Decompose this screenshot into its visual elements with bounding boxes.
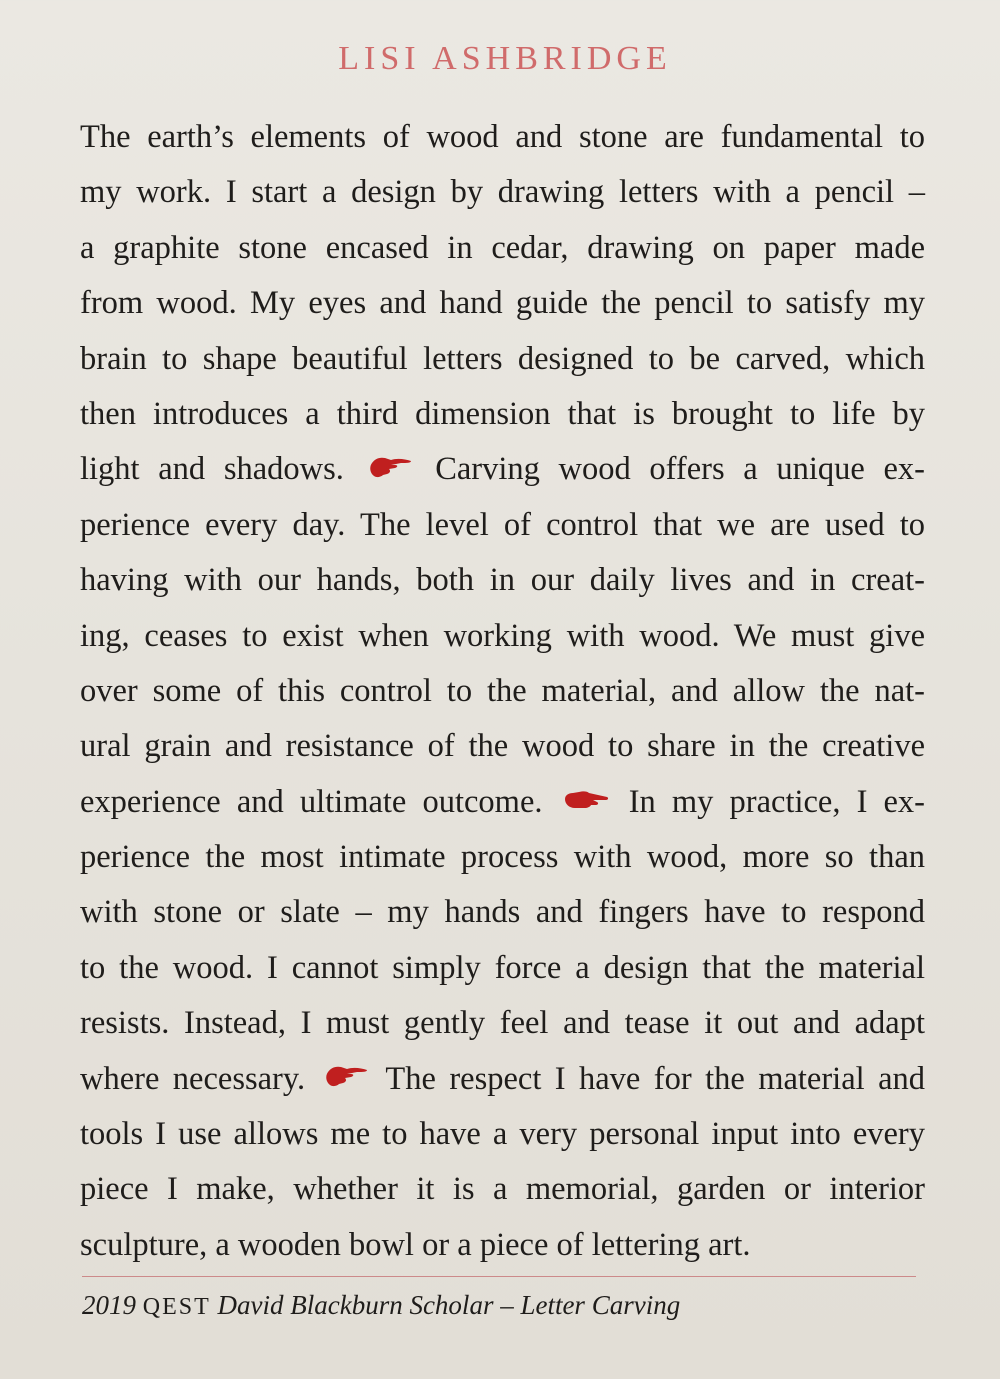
text-line: tools I use allows me to have a very personal input into every bbox=[80, 1116, 925, 1153]
footer-title: David Blackburn Scholar – Letter Carving bbox=[217, 1290, 681, 1320]
text-line: my work. I start a design by drawing letters with a pencil – bbox=[80, 174, 925, 211]
text-line: ural grain and resistance of the wood to share in the creative bbox=[80, 728, 925, 765]
text-line: having with our hands, both in our daily lives and in creat- bbox=[80, 562, 925, 599]
text-line: a graphite stone encased in cedar, drawing on paper made bbox=[80, 229, 925, 266]
footer-credit bbox=[82, 1290, 680, 1321]
text-segment: In my practice, I ex- bbox=[628, 783, 926, 820]
pointing-hand-icon bbox=[563, 787, 609, 813]
text-line: from wood. My eyes and hand guide the pencil to satisfy my bbox=[80, 285, 925, 322]
text-line: then introduces a third dimension that is brought to life by bbox=[80, 395, 925, 432]
text-line: resists. Instead, I must gently feel and tease it out and adapt bbox=[80, 1005, 925, 1042]
text-segment: where necessary. bbox=[80, 1060, 306, 1097]
footer-year: 2019 bbox=[82, 1290, 136, 1320]
pointing-hand-icon bbox=[323, 1064, 369, 1090]
text-segment: The respect I have for the material and bbox=[385, 1060, 925, 1097]
text-line: to the wood. I cannot simply force a design that the material bbox=[80, 949, 925, 986]
pointing-hand-icon bbox=[367, 455, 413, 481]
text-line: with stone or slate – my hands and fingers have to respond bbox=[80, 894, 925, 931]
text-line: piece I make, whether it is a memorial, garden or interior bbox=[80, 1171, 925, 1208]
footer-org: QEST bbox=[142, 1294, 211, 1320]
text-line: The earth’s elements of wood and stone are fundamental to bbox=[80, 119, 925, 155]
text-line: sculpture, a wooden bowl or a piece of lettering art. bbox=[80, 1226, 751, 1263]
statement-body bbox=[80, 110, 925, 1273]
author-name: LISI ASHBRIDGE bbox=[338, 40, 672, 77]
text-segment: experience and ultimate outcome. bbox=[80, 783, 543, 820]
text-line: perience the most intimate process with wood, more so than bbox=[80, 839, 925, 876]
text-segment: light and shadows. bbox=[80, 451, 344, 488]
text-segment: Carving wood offers a unique ex- bbox=[435, 451, 925, 488]
text-line bbox=[80, 775, 925, 830]
text-line: over some of this control to the material, and allow the nat- bbox=[80, 672, 925, 709]
text-line bbox=[80, 442, 925, 497]
text-line: brain to shape beautiful letters designed to be carved, which bbox=[80, 340, 925, 377]
divider bbox=[82, 1276, 916, 1277]
text-line: perience every day. The level of control that we are used to bbox=[80, 506, 925, 543]
text-line bbox=[80, 1052, 925, 1107]
text-line: ing, ceases to exist when working with wood. We must give bbox=[80, 617, 925, 654]
